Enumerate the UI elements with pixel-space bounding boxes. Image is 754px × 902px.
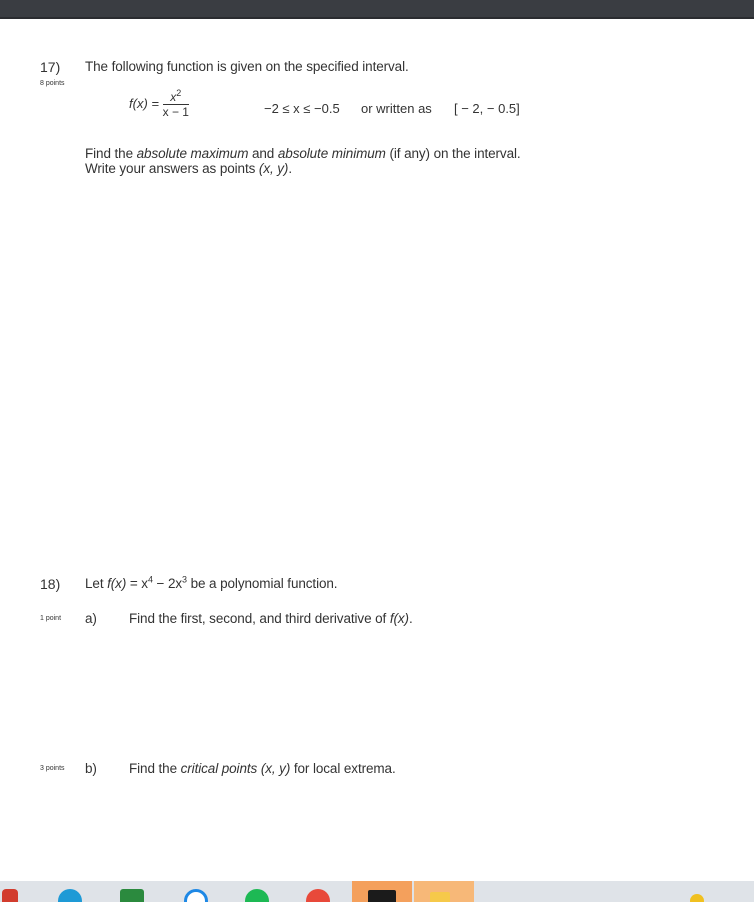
intro-text: − 2x xyxy=(152,576,183,591)
spotify-icon[interactable] xyxy=(245,889,269,902)
function-lhs: f(x) = xyxy=(129,95,159,111)
instr-text: and xyxy=(248,146,278,161)
absolute-maximum-term: absolute maximum xyxy=(136,146,249,161)
question-18-intro xyxy=(85,576,337,591)
function-name: f(x) xyxy=(107,576,127,591)
or-written-as: or written as xyxy=(361,101,432,116)
question-18b-text xyxy=(129,761,396,776)
file-explorer-icon[interactable] xyxy=(430,892,450,902)
critical-points-term: critical points xyxy=(180,761,258,776)
point-notation: (x, y) xyxy=(258,161,289,176)
exponent: 4 xyxy=(147,574,153,585)
edge-icon[interactable] xyxy=(58,889,82,902)
fraction-numerator: x xyxy=(170,90,177,104)
intro-text: be a polynomial function. xyxy=(186,576,338,591)
weather-icon[interactable] xyxy=(690,894,704,902)
part-a-text: . xyxy=(408,611,413,626)
taskbar xyxy=(0,881,754,902)
cortana-icon[interactable] xyxy=(184,889,208,902)
instr-text: (if any) on the interval. xyxy=(385,146,521,161)
part-a-text: Find the first, second, and third derivative of xyxy=(129,611,390,626)
function-fraction xyxy=(163,90,189,119)
question-18a-label: a) xyxy=(85,611,97,626)
question-18-number: 18) xyxy=(40,576,61,592)
question-18b-label: b) xyxy=(85,761,97,776)
function-name: f(x) xyxy=(389,611,409,626)
part-b-text: Find the xyxy=(129,761,181,776)
instr-text: Find the xyxy=(85,146,137,161)
absolute-minimum-term: absolute minimum xyxy=(277,146,386,161)
intro-text: Let xyxy=(85,576,108,591)
numerator-exponent: 2 xyxy=(176,88,182,98)
question-17-number: 17) xyxy=(40,59,61,75)
interval-inequality: −2 ≤ x ≤ −0.5 xyxy=(264,101,340,116)
instr-text: . xyxy=(288,161,292,176)
part-b-text: for local extrema. xyxy=(290,761,396,776)
xbox-icon[interactable] xyxy=(120,889,144,902)
top-window-bar xyxy=(0,0,754,19)
question-17-instruction-line2 xyxy=(85,161,292,176)
question-18a-points: 1 point xyxy=(40,615,62,622)
question-18b-points: 3 points xyxy=(40,765,65,772)
point-notation: (x, y) xyxy=(257,761,291,776)
terminal-icon[interactable] xyxy=(368,890,396,902)
exponent: 3 xyxy=(182,574,187,585)
document-page xyxy=(0,19,754,881)
question-17-intro: The following function is given on the specified interval. xyxy=(85,59,409,74)
fraction-denominator: x − 1 xyxy=(162,105,189,119)
question-18a-text xyxy=(129,611,413,626)
intro-text: = x xyxy=(126,576,148,591)
question-17-instruction-line1 xyxy=(85,146,521,161)
instr-text: Write your answers as points xyxy=(85,161,259,176)
chrome-icon[interactable] xyxy=(306,889,330,902)
function-definition xyxy=(129,90,189,119)
question-17-points: 8 points xyxy=(40,80,65,87)
red-app-icon[interactable] xyxy=(2,889,18,902)
interval-bracket: [ − 2, − 0.5] xyxy=(454,101,520,116)
